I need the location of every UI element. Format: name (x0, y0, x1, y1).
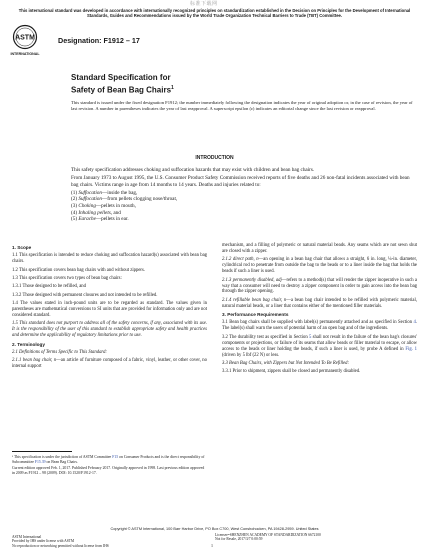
para-1-2: 1.2 This specification covers bean bag chairs with and without zippers. (12, 267, 145, 273)
footnotes (12, 455, 207, 477)
scope-heading: 1. Scope (12, 245, 32, 250)
title-line-1: Standard Specification for (71, 73, 171, 82)
para-1-3-2: 1.3.2 Those designed with permanent closures and not intended to be refilled. (12, 292, 158, 298)
title-line-2 (71, 83, 174, 96)
astm-logo (12, 24, 38, 58)
footer-line: Licensee=SHENZHEN ACADEMY OF STANDARDIZATION 6672100 (215, 533, 321, 537)
left-column (12, 243, 207, 373)
list-item: (1) Suffocation—inside the bag, (71, 189, 138, 196)
hazard-list (71, 190, 416, 223)
para-3-3-1: 3.3.1 Prior to shipment, zippers shall be closed and permanently disabled. (222, 369, 361, 375)
footnote-divider (12, 451, 72, 452)
footer-provider (12, 535, 109, 548)
footer-line: Not for Resale, 2017/3/7 0:00:59 (215, 537, 263, 542)
list-item: (2) Suffocation—from pellets clogging nose/throat, (71, 196, 178, 203)
introduction-heading: INTRODUCTION (195, 155, 234, 161)
astm-logo-icon (12, 24, 38, 58)
footer-line: No reproduction or networking permitted without license from IHS (12, 543, 109, 548)
para-1-3: 1.3 This specification covers two types of bean bag chairs: (12, 275, 122, 281)
terminology-heading: 2. Terminology (12, 341, 45, 347)
footer-licensee (215, 533, 321, 542)
svg-text:ASTM: ASTM (15, 34, 35, 42)
f15-39-link[interactable]: F15.39 (34, 459, 46, 464)
footnote-edition: Current edition approved Feb. 1, 2017. Published February 2017. Originally approved in 1998. Last previous edition approved in 2009 as F1912 – 98 (2009). DOI: 10.1520/F1912-17. (12, 466, 205, 475)
footer-line: ASTM International (12, 535, 42, 539)
title-line-2-text: Safety of Bean Bag Chairs (71, 85, 172, 95)
para-3-1: 3.1 Bean bag chairs shall be supplied with label(s) permanently attached and as specified in Section 4. The label(s) shall warn the users of potential harm of an open bag and of the ingredients. (222, 320, 417, 332)
copyright-line: Copyright © ASTM International, 100 Barr Harbor Drive, PO Box C700, West Conshohocken, PA 19428-2959. United States (110, 527, 319, 531)
para-2-1-4: 2.1.4 refillable bean bag chair, n—a bean bag chair intended to be refilled with polymeric material, natural material beads, or a liner that contains either of the mentioned filler materials. (222, 297, 417, 309)
introduction (71, 167, 416, 223)
para-1-1: 1.1 This specification is intended to reduce choking and suffocation hazard(s) associated with bean bag chairs. (12, 253, 207, 265)
preliminary-note: This standard is issued under the fixed designation F1912; the number immediately following the designation indicates the year of original adoption or, in the case of revision, the year of last revision. A number in parentheses indicates the year of last reapproval. A superscript epsilon (ε) indicates an editorial change since the last revision or reapproval. (71, 100, 413, 111)
list-item: (4) Inhaling pellets, and (71, 209, 121, 216)
para-2-1-1-cont: mechanism, and a filling of polymeric or natural material beads. Any seams which are not sewn shut are closed with a zipper. (222, 243, 417, 254)
intro-paragraph-2: From January 1973 to August 1995, the U.S. Consumer Product Safety Commission received reports of five deaths and 26 non-fatal incidents associated with bean bag chairs. Victims range in age from 14 months to 14 years. Deaths and injuries related to: (71, 175, 410, 188)
para-2-1-2: 2.1.2 direct path, n—an opening in a bean bag chair that allows a straight, 6 in. long, ¼-in. diameter, cylindrical rod to penetrate from outside the bag to the beads or to a liner inside the bag that holds the beads if such a liner is used. (222, 257, 417, 275)
performance-heading: 3. Performance Requirements (222, 312, 289, 318)
designation: Designation: F1912 – 17 (58, 36, 140, 45)
wto-notice: This international standard was developed in accordance with internationally recognized principles on standardization established in the Decision on Principles for the Development of International Standards, Guides and Recommendations issued by the World Trade Organization Technical Barriers to Trade (TBT) Committee. (18, 8, 411, 19)
para-1-5: 1.5 This standard does not purport to address all of the safety concerns, if any, associated with its use. It is the responsibility of the user of this standard to establish appropriate safety and health practices and determine the applicability of regulatory limitations prior to use. (12, 321, 207, 339)
section-4-link[interactable]: 4 (413, 320, 416, 326)
fig-1-link[interactable]: Fig. 1 (405, 346, 417, 352)
para-1-3-1: 1.3.1 Those designed to be refilled, and (12, 284, 86, 290)
title-footnote-ref[interactable]: 1 (171, 85, 174, 91)
para-2-1-1: 2.1.1 bean bag chair, n—an article of furniture composed of a fabric, vinyl, leather, or other cover, no internal support (12, 358, 207, 370)
f15-link[interactable]: F15 (112, 455, 119, 459)
right-column (222, 243, 417, 378)
page-number: 1 (211, 543, 213, 548)
para-3-3: 3.3 Bean Bag Chairs, with Zippers but Not Intended To Be Refilled: (222, 360, 350, 366)
para-2-1: 2.1 Definitions of Terms Specific to This Standard: (12, 349, 107, 355)
para-2-1-3: 2.1.3 permanently disabled, adj—refers to a method(s) that will render the zipper inoperative in such a way that a consumer will need to destroy a zipper component in order to gain access into the bean bag through the zipper opening. (222, 277, 417, 295)
footnote-1: ¹ This specification is under the jurisdiction of ASTM Committee F15 on Consumer Products and is the direct responsibility of Subcommittee F15.39 on Bean Bag Chairs. (12, 455, 205, 464)
para-3-2: 3.2 The durability test as specified in Section 5 shall not result in the failure of the bean bag's closures' components or projections, or failure of its seams that allow beads or filler material to escape, or allow access to the beads or liner holding the beads, if such a liner is used, by probe A defined in Fig. 1 (driven by 5 lbf (22 N) or less. (222, 334, 417, 358)
intro-paragraph-1: This safety specification addresses choking and suffocation hazards that may exist with children and bean bag chairs. (71, 167, 315, 173)
list-item: (3) Choking—pellets in mouth, (71, 202, 136, 209)
watermark: 标准下载网 (190, 2, 218, 7)
logo-text: INTERNATIONAL (10, 52, 40, 56)
section-5-link[interactable]: 5 (309, 334, 312, 340)
footer-line: Provided by IHS under license with ASTM (12, 539, 75, 544)
list-item: (5) Earache—pellets in ear. (71, 216, 129, 223)
document-title (71, 73, 174, 96)
para-1-4: 1.4 The values stated in inch-pound units are to be regarded as standard. The values given in parentheses are mathematical conversions to SI units that are provided for information only and are not considered standard. (12, 301, 207, 318)
